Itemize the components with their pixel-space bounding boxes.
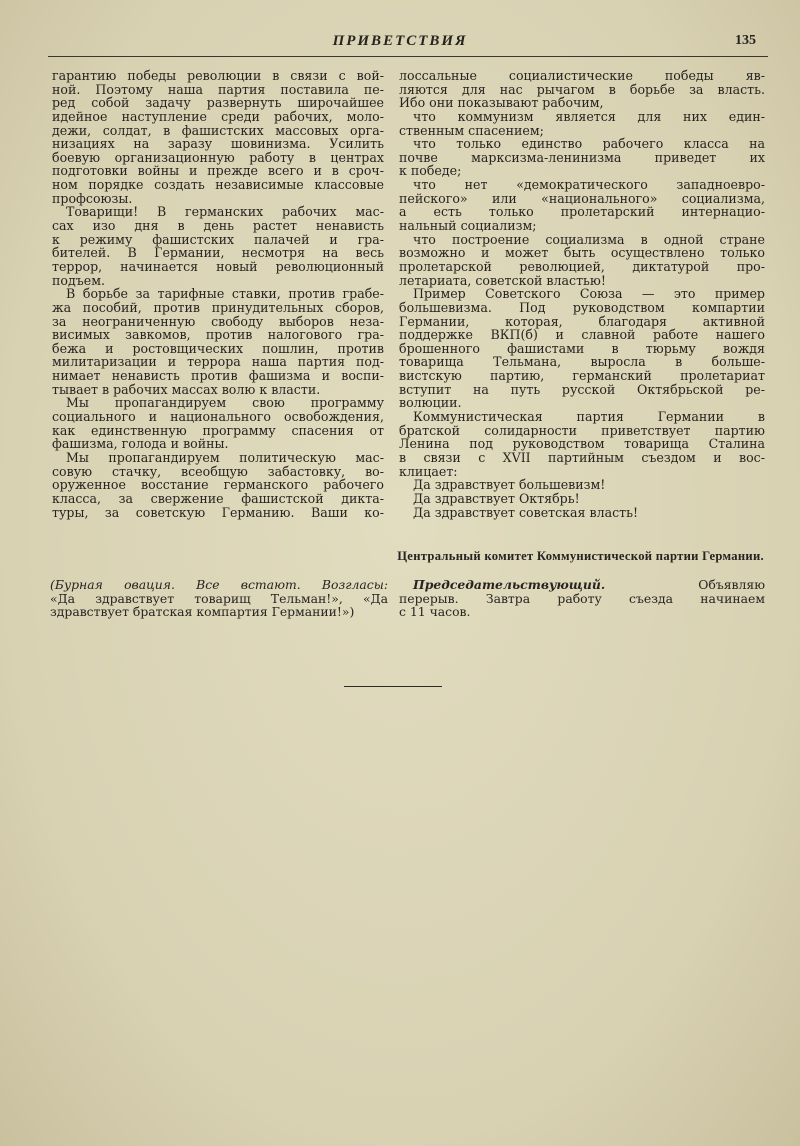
text-line: как единственную программу спасения от (52, 422, 384, 438)
running-header-title: ПРИВЕТСТВИЯ (332, 33, 468, 49)
text-line: низациях на заразу шовинизма. Усилить (52, 136, 384, 152)
text-line: пролетарской революцией, диктатурой про- (399, 258, 765, 274)
text-line: нальный социализм; (399, 218, 537, 234)
text-line: к режиму фашистских палачей и гра- (52, 231, 384, 247)
text-line: брошенного фашистами в тюрьму вождя (399, 340, 765, 356)
text-line: пейского» или «национального» социализма, (399, 190, 765, 206)
text-line: Да здравствует Октябрь! (413, 490, 580, 506)
text-line: в связи с XVII партийным съездом и вос- (399, 449, 765, 465)
stage-note-line: «Да здравствует товарищ Тельман!», «Да (50, 590, 388, 606)
text-line: большевизма. Под руководством компартии (399, 299, 765, 315)
text-line: почве марксизма-ленинизма приведет их (399, 149, 765, 165)
text-line: туры, за советскую Германию. Ваши ко- (52, 504, 384, 520)
text-line: что коммунизм является для них един- (413, 108, 765, 124)
text-line: что только единство рабочего класса на (413, 136, 765, 152)
text-line: оруженное восстание германского рабочего (52, 477, 384, 493)
text-line: за неограниченную свободу выборов неза- (52, 313, 384, 329)
text-line: ной. Поэтому наша партия поставила пе- (52, 81, 384, 97)
text-line: Коммунистическая партия Германии в (413, 409, 765, 425)
text-line: фашизма, голода и войны. (52, 436, 229, 452)
text-line: совую стачку, всеобщую забастовку, во- (52, 463, 384, 479)
text-line: Пример Советского Союза — это пример (413, 286, 765, 302)
text-line: профсоюзы. (52, 190, 133, 206)
chair-text: Объявляю (698, 577, 765, 592)
text-line: класса, за свержение фашистской дикта- (52, 490, 384, 506)
text-line: Ибо они показывают рабочим, (399, 95, 604, 111)
text-line: что построение социализма в одной стране (413, 231, 765, 247)
text-line: дежи, солдат, в фашистских массовых орга- (52, 122, 384, 138)
left-text-column (52, 69, 384, 519)
chair-remark-line (399, 578, 765, 592)
text-line: подъем. (52, 272, 105, 288)
text-line: к победе; (399, 163, 462, 179)
text-line: вступит на путь русской Октябрьской ре- (399, 381, 765, 397)
text-line: возможно и может быть осуществлено только (399, 245, 765, 261)
text-line: боевую организационную работу в центрах (52, 149, 384, 165)
text-line: волюции. (399, 395, 462, 411)
end-rule (344, 686, 442, 687)
text-line: поддержке ВКП(б) и славной работе нашего (399, 327, 765, 343)
stage-note (50, 578, 388, 619)
text-line: Да здравствует большевизм! (413, 477, 606, 493)
text-line: В борьбе за тарифные ставки, против грабе- (66, 286, 384, 302)
speaker-name: Председательствующий. (413, 577, 606, 592)
text-line: ном порядке создать независимые классовые (52, 177, 384, 193)
text-line: сах изо дня в день растет ненависть (52, 218, 384, 234)
chair-remark-line: перерыв. Завтра работу съезда начинаем (399, 590, 765, 606)
stage-note-line: здравствует братская компартия Германии!») (50, 604, 355, 620)
text-line: висимых завкомов, против налогового гра- (52, 327, 384, 343)
text-line: бителей. В Германии, несмотря на весь (52, 245, 384, 261)
text-line: бежа и ростовщических пошлин, против (52, 340, 384, 356)
text-line: лоссальные социалистические победы яв- (399, 68, 765, 83)
text-line: гарантию победы революции в связи с вой- (52, 68, 384, 83)
chair-remark-line: с 11 часов. (399, 604, 471, 620)
text-line: братской солидарности приветствует партию (399, 422, 765, 438)
text-line: а есть только пролетарский интернацио- (399, 204, 765, 220)
text-line: клицает: (399, 463, 458, 479)
text-line: Ленина под руководством товарища Сталина (399, 436, 765, 452)
text-line: Германии, которая, благодаря активной (399, 313, 765, 329)
text-line: ред собой задачу развернуть широчайшее (52, 95, 384, 111)
text-line: товарища Тельмана, выросла в больше- (399, 354, 765, 370)
right-text-column (399, 69, 765, 519)
signature: Центральный комитет Коммунистической партии Германии. (397, 549, 764, 563)
text-line: милитаризации и террора наша партия под- (52, 354, 384, 370)
text-line: что нет «демократического западноевро- (413, 177, 765, 193)
stage-note-line: (Бурная овация. Все встают. Возгласы: (50, 577, 388, 592)
page-number: 135 (735, 33, 756, 48)
text-line: вистскую партию, германский пролетариат (399, 368, 765, 384)
text-line: идейное наступление среди рабочих, моло- (52, 108, 384, 124)
text-line: Товарищи! В германских рабочих мас- (66, 204, 384, 220)
text-line: социального и национального освобождения, (52, 409, 384, 425)
text-line: Мы пропагандируем политическую мас- (66, 449, 384, 465)
text-line: Да здравствует советская власть! (413, 504, 639, 520)
header-rule (48, 56, 768, 57)
text-line: подготовки войны и прежде всего и в сроч- (52, 163, 384, 179)
text-line: террор, начинается новый революционный (52, 258, 384, 274)
text-line: ственным спасением; (399, 122, 544, 138)
text-line: тывает в рабочих массах волю к власти. (52, 381, 321, 397)
text-line: жа пособий, против принудительных сборов, (52, 299, 384, 315)
text-line: Мы пропагандируем свою программу (66, 395, 384, 411)
text-line: нимает ненависть против фашизма и воспи- (52, 368, 384, 384)
text-line: ляются для нас рычагом в борьбе за власть. (399, 81, 765, 97)
chair-remark (399, 578, 765, 619)
text-line: летариата, советской властью! (399, 272, 606, 288)
